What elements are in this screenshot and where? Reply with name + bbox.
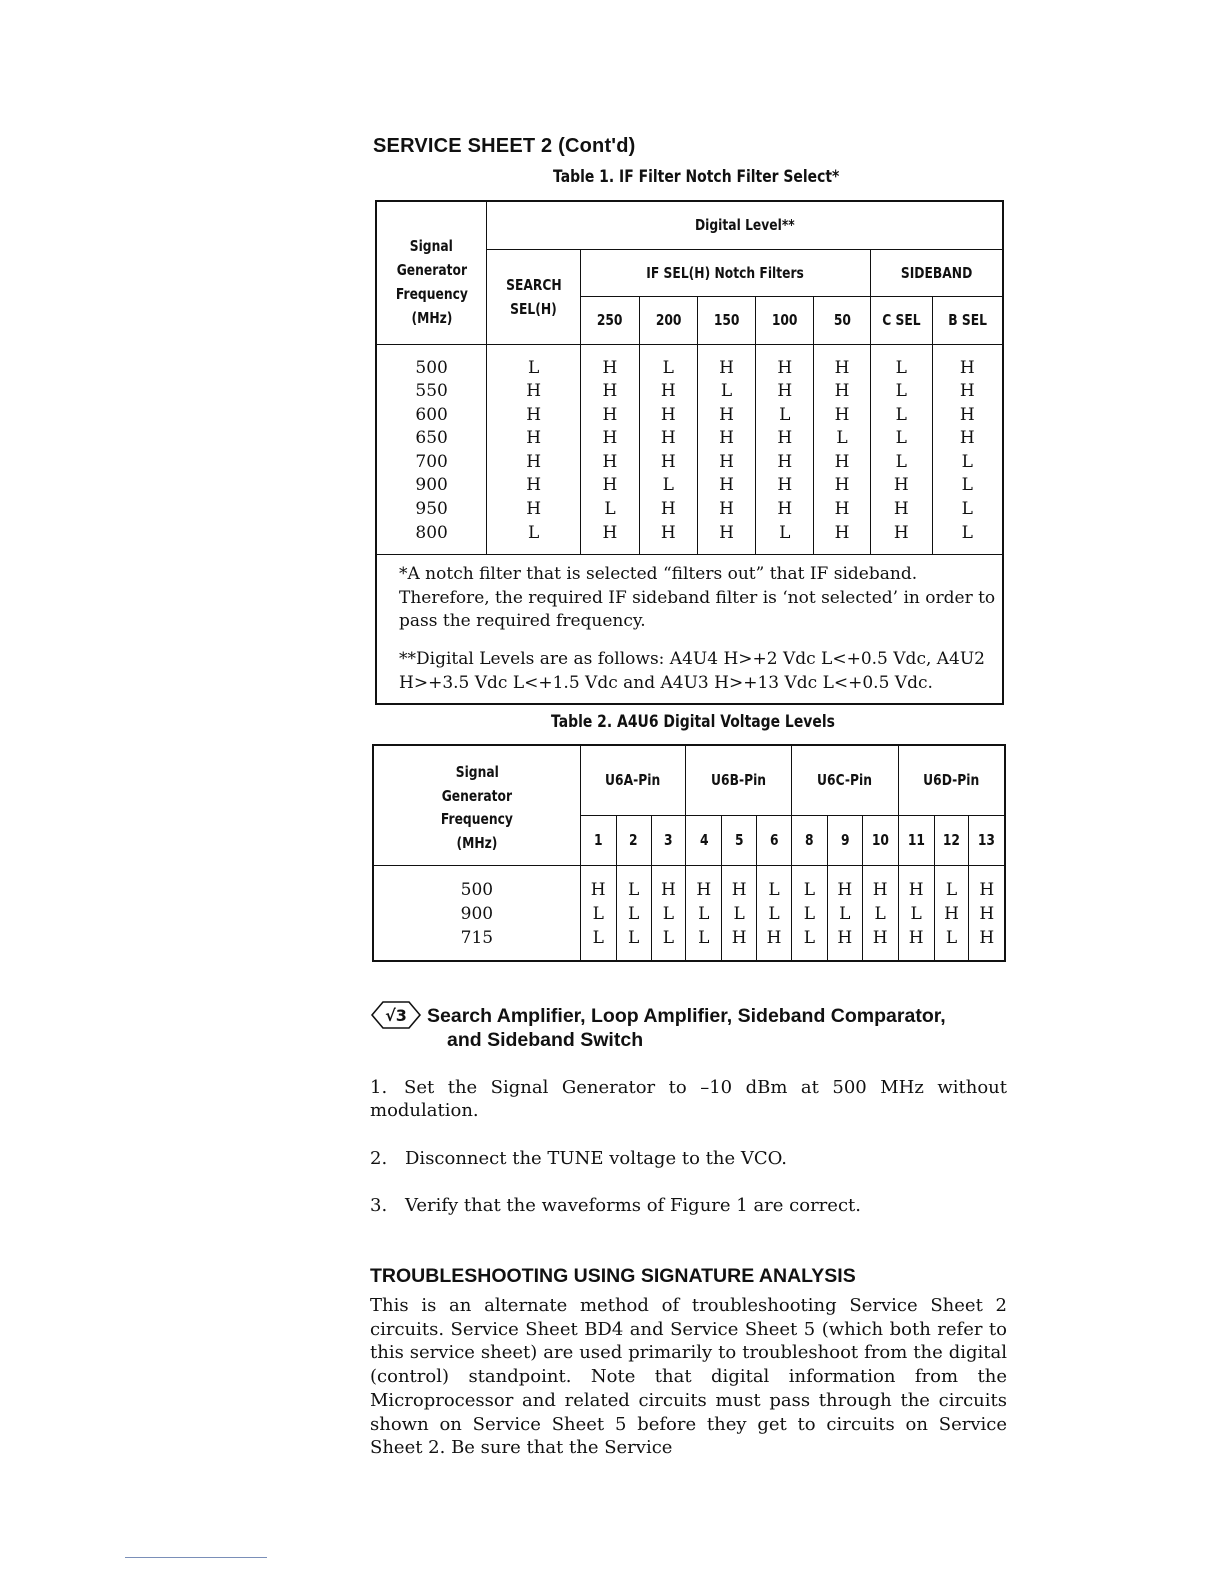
level-cell: L [898,902,934,926]
table1-row [376,522,1003,555]
frequency-cell: 600 [415,404,448,425]
level-cell: L [934,865,969,902]
level-cell: L [580,926,616,961]
level-cell: L [757,865,792,902]
col-250: 250 [581,296,640,344]
level-cell: L [487,522,581,555]
level-cell: L [581,498,640,522]
level-cell: H [814,451,871,475]
frequency-cell: 715 [460,927,494,948]
level-cell: L [862,902,898,926]
level-cell: H [697,451,756,475]
level-cell: H [697,522,756,555]
level-cell: L [870,404,932,428]
level-cell: H [487,404,581,428]
level-cell: H [756,344,814,380]
pin-header: 2 [616,815,651,865]
level-cell: H [756,427,814,451]
level-cell: L [616,926,651,961]
level-cell: L [814,427,871,451]
level-cell: L [756,522,814,555]
table1-row [376,427,1003,451]
troubleshooting-heading: TROUBLESHOOTING USING SIGNATURE ANALYSIS [370,1265,856,1287]
level-cell: H [756,474,814,498]
level-cell: H [870,498,932,522]
step-1 [370,1076,1007,1100]
section-heading [427,1004,946,1052]
level-cell: H [722,865,757,902]
frequency-cell: 550 [415,381,448,402]
level-cell: H [814,474,871,498]
level-cell: L [792,902,828,926]
pin-header: 11 [898,815,934,865]
digital-level-label: Digital Level** [694,216,795,235]
pin-header: 5 [722,815,757,865]
level-cell: H [581,451,640,475]
level-cell: H [697,427,756,451]
col-b-sel: B SEL [932,296,1003,344]
step-1-text: Set the Signal Generator to –10 dBm at 500 MHz without [404,1077,1007,1098]
if-sel-label: IF SEL(H) Notch Filters [646,263,805,282]
level-cell: H [581,474,640,498]
level-cell: L [932,451,1003,475]
table1-caption: Table 1. IF Filter Notch Filter Select* [553,167,840,187]
level-cell: L [651,926,686,961]
table1-row [376,474,1003,498]
level-cell: H [581,522,640,555]
pin-header: 6 [757,815,792,865]
frequency-cell: 700 [415,451,448,472]
level-cell: L [870,451,932,475]
t2-rh-line2: Generator [441,786,513,805]
table2-row-header [373,745,580,865]
level-cell: H [639,380,697,404]
table1-row [376,404,1003,428]
col-150: 150 [697,296,756,344]
group-u6d: U6D-Pin [898,745,1005,815]
level-cell: H [932,380,1003,404]
level-cell: H [651,865,686,902]
pin-header: 12 [934,815,969,865]
level-cell: H [814,522,871,555]
table2-row [373,902,1005,926]
level-cell: L [870,380,932,404]
rh-line3: Frequency [395,284,468,303]
digital-level-header [487,201,1003,249]
level-cell: H [697,498,756,522]
step-3-text: Verify that the waveforms of Figure 1 are correct. [405,1195,861,1216]
section-title-line1: Search Amplifier, Loop Amplifier, Sideband Comparator, [427,1005,946,1027]
col-200: 200 [639,296,697,344]
step-3-number: 3. [370,1195,388,1216]
page-heading: SERVICE SHEET 2 (Cont'd) [373,135,636,157]
level-cell: H [932,404,1003,428]
level-cell: L [697,380,756,404]
level-cell: H [870,474,932,498]
level-cell: H [639,498,697,522]
section-title-line2: and Sideband Switch [447,1029,644,1051]
frequency-cell: 500 [460,879,494,900]
level-cell: L [616,865,651,902]
table1-row [376,498,1003,522]
level-cell: H [756,380,814,404]
level-cell: H [487,427,581,451]
level-cell: H [487,380,581,404]
note-1: *A notch filter that is selected “filters out” that IF sideband. Therefore, the required IF sideband filter is ‘not selected’ in order to pass the required frequency. [399,564,996,632]
step-2-text: Disconnect the TUNE voltage to the VCO. [405,1148,788,1169]
level-cell: H [969,926,1005,961]
frequency-cell: 650 [415,428,448,449]
step-2-number: 2. [370,1148,388,1169]
frequency-cell: 900 [415,475,448,496]
level-cell: H [686,865,722,902]
level-cell: H [862,865,898,902]
level-cell: L [827,902,862,926]
group-u6a: U6A-Pin [580,745,686,815]
search-line1: SEARCH [505,275,562,294]
level-cell: H [827,865,862,902]
level-cell: L [932,522,1003,555]
level-cell: H [814,344,871,380]
table1-row-header [376,201,487,344]
pin-header: 9 [827,815,862,865]
level-cell: L [686,902,722,926]
level-cell: H [756,451,814,475]
table1 [375,200,1004,705]
section-badge-icon [371,1001,421,1029]
level-cell: H [722,926,757,961]
level-cell: L [934,926,969,961]
level-cell: H [639,522,697,555]
sideband-label: SIDEBAND [900,263,973,282]
group-u6b: U6B-Pin [686,745,792,815]
footer-rule [125,1557,267,1558]
level-cell: L [580,902,616,926]
col-c-sel: C SEL [870,296,932,344]
table1-notes [376,555,1003,704]
rh-line1: Signal [410,236,454,255]
level-cell: H [934,902,969,926]
col-50: 50 [814,296,871,344]
level-cell: H [932,344,1003,380]
table1-body [376,344,1003,555]
search-header [487,249,581,344]
level-cell: H [969,865,1005,902]
level-cell: L [792,865,828,902]
if-sel-header [581,249,871,296]
pin-header: 8 [792,815,828,865]
pin-header: 1 [580,815,616,865]
frequency-cell: 900 [460,903,494,924]
level-cell: H [757,926,792,961]
frequency-cell: 500 [415,357,448,378]
pin-header: 3 [651,815,686,865]
level-cell: L [870,344,932,380]
level-cell: H [487,474,581,498]
level-cell: H [814,404,871,428]
level-cell: H [932,427,1003,451]
table1-row [376,380,1003,404]
table2-row [373,926,1005,961]
level-cell: H [639,427,697,451]
table2 [372,744,1006,962]
level-cell: H [827,926,862,961]
note-2: **Digital Levels are as follows: A4U4 H>+2 Vdc L<+0.5 Vdc, A4U2 H>+3.5 Vdc L<+1.5 Vdc and A4U3 H>+13 Vdc L<+0.5 Vdc. [399,649,986,693]
step-1-continued: modulation. [370,1100,479,1121]
level-cell: H [487,451,581,475]
level-cell: H [581,380,640,404]
level-cell: L [722,902,757,926]
level-cell: L [686,926,722,961]
troubleshooting-body: This is an alternate method of troubleshooting Service Sheet 2 circuits. Service Sheet BD4 and Service Sheet 5 (which both refer to this service sheet) are used primarily to troubleshoot from the digital (control) standpoint. Note that digital information from the Microprocessor and related circuits must pass through the circuits shown on Service Sheet 5 before they get to circuits on Service Sheet 2. Be sure that the Service [370,1295,1007,1459]
level-cell: L [487,344,581,380]
level-cell: H [639,451,697,475]
sideband-header [870,249,1003,296]
level-cell: H [697,404,756,428]
level-cell: H [969,902,1005,926]
level-cell: H [862,926,898,961]
section-badge-text: √3 [385,1006,407,1025]
level-cell: H [697,344,756,380]
t2-rh-line1: Signal [455,763,499,782]
level-cell: L [756,404,814,428]
level-cell: H [580,865,616,902]
level-cell: H [697,474,756,498]
frequency-cell: 800 [415,522,448,543]
level-cell: L [639,474,697,498]
search-line2: SEL(H) [510,299,558,318]
level-cell: L [932,474,1003,498]
level-cell: H [756,498,814,522]
step-2 [370,1147,787,1171]
level-cell: H [898,865,934,902]
t2-rh-line4: (MHz) [456,833,498,852]
table2-caption: Table 2. A4U6 Digital Voltage Levels [551,712,835,732]
col-100: 100 [756,296,814,344]
level-cell: H [898,926,934,961]
level-cell: H [581,427,640,451]
level-cell: H [581,404,640,428]
rh-line4: (MHz) [411,308,453,327]
pin-header: 13 [969,815,1005,865]
level-cell: L [870,427,932,451]
pin-header: 10 [862,815,898,865]
t2-rh-line3: Frequency [440,810,513,829]
frequency-cell: 950 [415,499,448,520]
group-u6c: U6C-Pin [792,745,899,815]
level-cell: L [932,498,1003,522]
level-cell: L [792,926,828,961]
table1-row [376,344,1003,380]
table2-body [373,865,1005,961]
level-cell: H [870,522,932,555]
level-cell: H [487,498,581,522]
level-cell: L [616,902,651,926]
level-cell: H [639,404,697,428]
step-3 [370,1194,861,1218]
level-cell: H [814,498,871,522]
level-cell: L [639,344,697,380]
step-1-number: 1. [370,1077,388,1098]
level-cell: H [814,380,871,404]
rh-line2: Generator [396,260,467,279]
table2-row [373,865,1005,902]
pin-header: 4 [686,815,722,865]
level-cell: H [581,344,640,380]
level-cell: L [651,902,686,926]
table1-row [376,451,1003,475]
level-cell: L [757,902,792,926]
